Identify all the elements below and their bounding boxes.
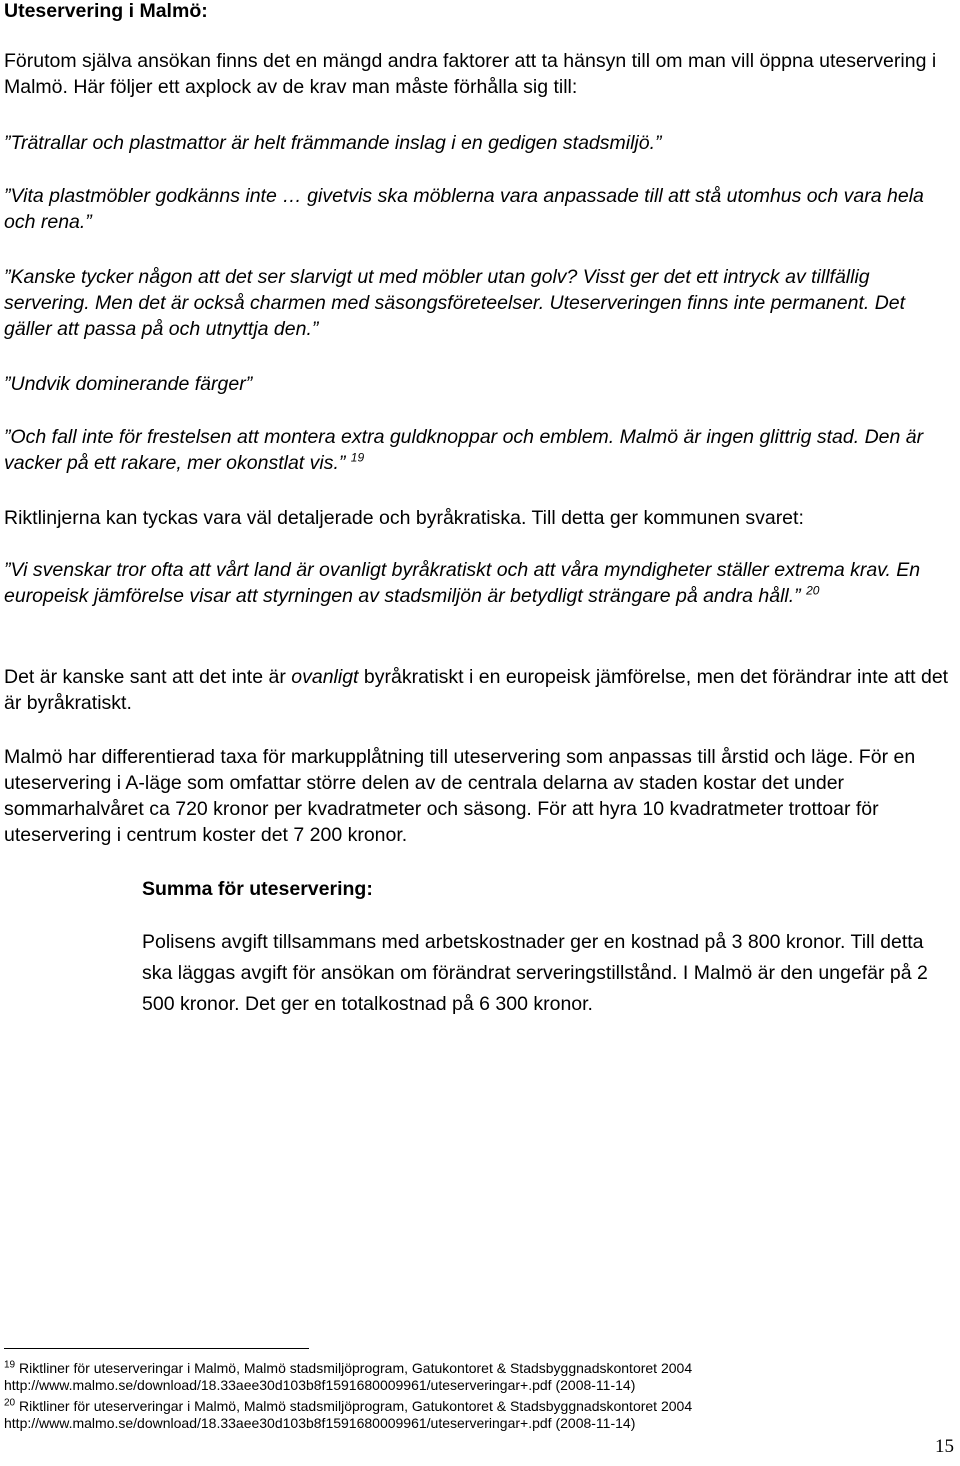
footnote-url: http://www.malmo.se/download/18.33aee30d103b8f1591680009961/uteserveringar+.pdf (2008-11-14)	[4, 1377, 636, 1393]
quote-trallar: ”Trätrallar och plastmattor är helt främmande inslag i en gedigen stadsmiljö.”	[4, 132, 662, 154]
summary-title: Summa för uteservering:	[142, 878, 373, 900]
quote-guldknoppar-text: ”Och fall inte för frestelsen att montera extra guldknoppar och emblem. Malmö är ingen glittrig stad. Den är vacker på ett rakare, mer okonstlat vis.”	[4, 426, 924, 474]
paragraph-ovanligt-part-b: byråkratiskt i en europeisk jämförelse, men det förändrar inte att det är byråkratiskt.	[4, 666, 949, 714]
paragraph-ovanligt-part-a: Det är kanske sant att det inte är	[4, 666, 292, 688]
footnote-source: Riktliner för uteserveringar i Malmö, Malmö stadsmiljöprogram, Gatukontoret & Stadsbyggnadskontoret 2004	[19, 1360, 693, 1376]
footnote-separator	[4, 1348, 309, 1349]
footnote-url: http://www.malmo.se/download/18.33aee30d103b8f1591680009961/uteserveringar+.pdf (2008-11-14)	[4, 1415, 636, 1431]
footnote-number: 20	[4, 1397, 16, 1409]
paragraph-riktlinjer: Riktlinjerna kan tyckas vara väl detaljerade och byråkratiska. Till detta ger kommunen svaret:	[4, 507, 804, 529]
footnote-ref-20: 20	[806, 583, 820, 598]
footnote-19	[4, 1360, 956, 1394]
footnote-source: Riktliner för uteserveringar i Malmö, Malmö stadsmiljöprogram, Gatukontoret & Stadsbyggnadskontoret 2004	[19, 1398, 693, 1414]
page-number: 15	[935, 1436, 954, 1457]
footnote-number: 19	[4, 1359, 16, 1371]
quote-guldknoppar	[4, 424, 956, 476]
quote-svenskar-text: ”Vi svenskar tror ofta att vårt land är ovanligt byråkratiskt och att våra myndigheter ställer extrema krav. En europeisk jämförelse visar att styrningen av stadsmiljön är betydligt strängare på andra håll.”	[4, 559, 921, 607]
paragraph-taxa: Malmö har differentierad taxa för markupplåtning till uteservering som anpassas till årstid och läge. För en uteservering i A-läge som omfattar större delen av de centrala delarna av staden kostar det under sommarhalvåret ca 720 kronor per kvadratmeter och säsong. För att hyra 10 kvadratmeter trottoar för uteservering i centrum koster det 7 200 kronor.	[4, 746, 916, 846]
section-heading: Uteservering i Malmö:	[4, 0, 208, 22]
paragraph-ovanligt	[4, 664, 956, 716]
footnote-20	[4, 1398, 956, 1432]
footnote-ref-19: 19	[350, 450, 365, 465]
summary-text: Polisens avgift tillsammans med arbetskostnader ger en kostnad på 3 800 kronor. Till detta ska läggas avgift för ansökan om förändrat serveringstillstånd. I Malmö är den ungefär på 2 500 kronor. Det ger en totalkostnad på 6 300 kronor.	[142, 931, 928, 1015]
quote-farger: ”Undvik dominerande färger”	[4, 373, 253, 395]
quote-plastmobler: ”Vita plastmöbler godkänns inte … givetvis ska möblerna vara anpassade till att stå utomhus och vara hela och rena.”	[4, 185, 924, 233]
intro-paragraph: Förutom själva ansökan finns det en mängd andra faktorer att ta hänsyn till om man vill öppna uteservering i Malmö. Här följer ett axplock av de krav man måste förhålla sig till:	[4, 50, 937, 98]
quote-svenskar	[4, 557, 956, 609]
paragraph-ovanligt-emphasis: ovanligt	[291, 666, 359, 688]
quote-golv: ”Kanske tycker någon att det ser slarvigt ut med möbler utan golv? Visst ger det ett intryck av tillfällig servering. Men det är också charmen med säsongsföreteelser. Uteserveringen finns inte permanent. Det gäller att passa på och utnyttja den.”	[4, 266, 906, 340]
